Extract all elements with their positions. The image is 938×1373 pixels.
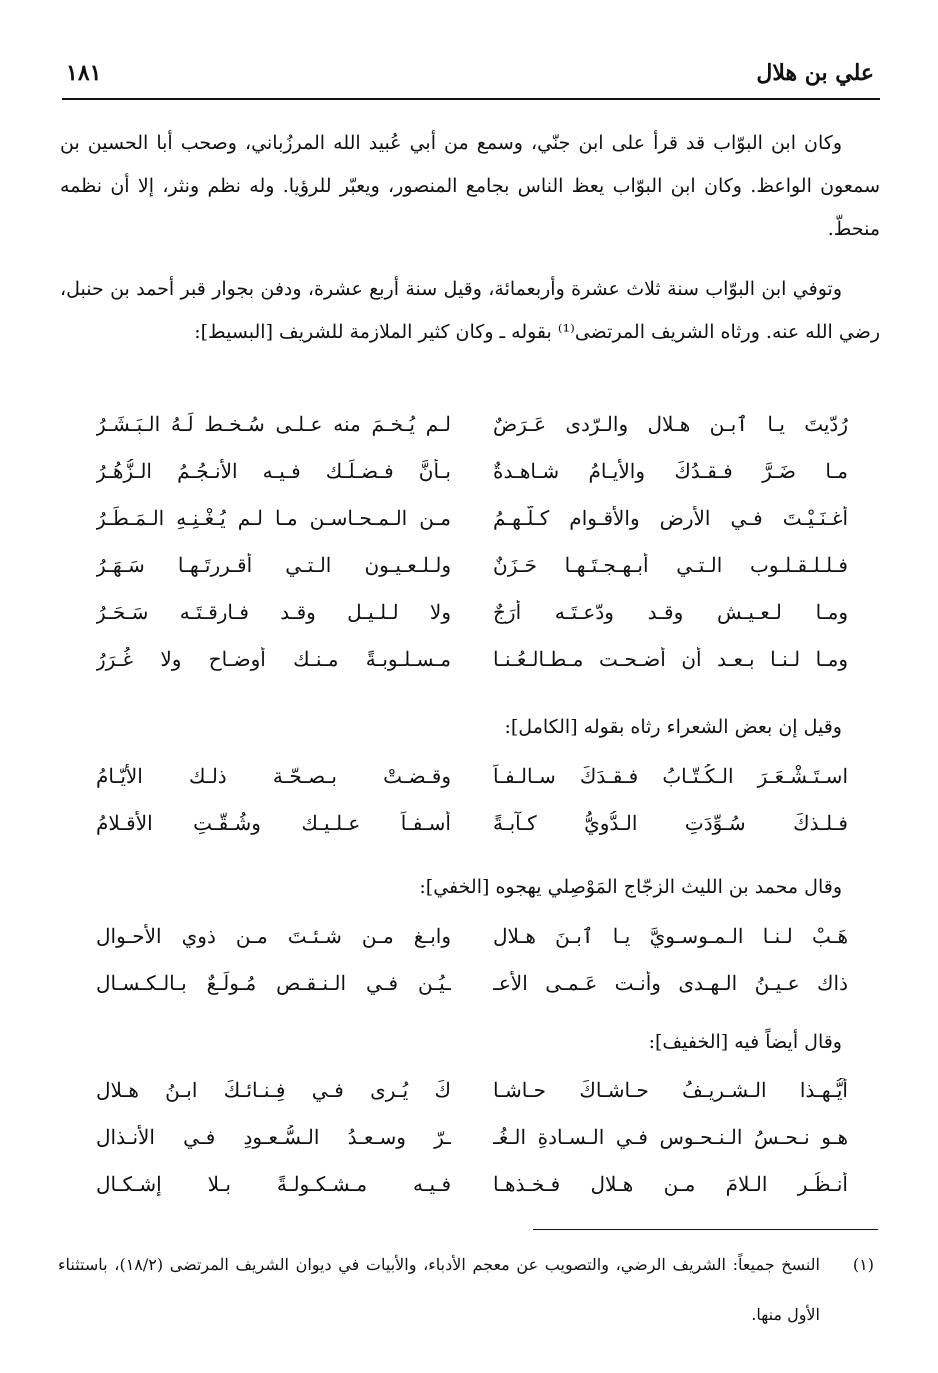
footnote-marker: (١) xyxy=(852,1255,874,1274)
paragraph-2-block xyxy=(60,268,880,354)
verse-second-hemistich: فـيـه مـشـكـولـةً بـلا إشـكـالِ xyxy=(96,1172,451,1196)
verse-first-hemistich: أيُّـهـذا الـشـريـفُ حـاشـاكَ حـاشـا xyxy=(493,1078,848,1102)
verse-first-hemistich: ذاك عـيـنُ الـهـدى وأنـت عَـمـى الأعـ xyxy=(493,971,848,995)
verse-line xyxy=(96,764,848,811)
verse-second-hemistich: بـأنَّ فـضـلَـك فـيـه الأنـجُـمُ الـزُّهُـرُ xyxy=(96,459,451,483)
verse-first-hemistich: أُنـظُـرِ الـلامَ مـن هـلالٍ فـخـذهـا xyxy=(493,1172,848,1196)
verse-first-hemistich: اسـتَـشْـعَـرَ الـكُـتّـابُ فـقـدَكَ سـالـفـاً xyxy=(493,764,848,788)
verse-first-hemistich: هَـبْ لـنـا الـمـوسـويَّ يـا ٱبـنَ هـلالٍ xyxy=(493,924,848,948)
verse-second-hemistich: لـم يُـخـمَ منه عـلـى سُـخـط لَـهُ الـبَـشَـرُ xyxy=(96,412,451,436)
paragraph: وتوفي ابن البوّاب سنة ثلاث عشرة وأربعمائة، وقيل سنة أربع عشرة، ودفن بجوار قبر أحمد بن حنبل، رضي الله عنه. ورثاه الشريف المرتضى⁽¹⁾ بقوله ـ وكان كثير الملازمة للشريف [البسيط]: xyxy=(60,278,880,343)
page-number: ١٨١ xyxy=(66,60,102,86)
verse-line xyxy=(96,459,848,506)
poem-intro-khafif: وقال أيضاً فيه [الخفيف]: xyxy=(648,1031,842,1053)
verse-second-hemistich: وقـضـتْ بـصـحّـة ذلـك الأيّـامُ xyxy=(96,764,451,788)
verse-second-hemistich: ولا لـلـيـلٍ وقـد فـارقـتَـه سَـحَـرُ xyxy=(96,600,451,624)
verse-second-hemistich: وابـغِ مـن شـئـتَ مـن ذوي الأحـوالِ xyxy=(96,924,451,948)
verse-line xyxy=(96,811,848,858)
poem-kamil xyxy=(96,764,848,858)
verse-second-hemistich: ـيُـنِ فـي الـنـقـص مُـولَـعٌ بـالـكـسـالِ xyxy=(96,971,451,995)
verse-first-hemistich: فـلـذكَ سُـوِّدَتِ الـدُّويُّ كـآبـةً xyxy=(493,811,848,835)
poem-intro-kamil: وقيل إن بعض الشعراء رثاه بقوله [الكامل]: xyxy=(504,716,842,738)
verse-first-hemistich: رُدّيتَ يـا ٱبـن هـلالٍ والـرّدى عَـرَضٌ xyxy=(493,412,848,436)
verse-line xyxy=(96,600,848,647)
poem-khafif xyxy=(96,1078,848,1219)
paragraph: وكان ابن البوّاب قد قرأ على ابن جنّي، وسمع من أبي عُبيد الله المرزُباني، وصحب أبا الحسين بن سمعون الواعظ. وكان ابن البوّاب يعظ الناس بجامع المنصور، ويعبّر للرؤيا. وله نظم ونثر، إلا أن نظمه منحطّ. xyxy=(60,132,880,240)
verse-first-hemistich: مـا ضَـرَّ فـقـدُكَ والأيـامُ شـاهـدةٌ xyxy=(493,459,848,483)
page-header xyxy=(62,58,880,100)
poem-hija xyxy=(96,924,848,1018)
verse-line xyxy=(96,412,848,459)
verse-second-hemistich: كَ يُـرى فـي فِـنـائـكَ ابـنُ هـلالِ xyxy=(96,1078,451,1102)
verse-second-hemistich: أسـفـاً عـلـيـك وشُـقّـتِ الأقـلامُ xyxy=(96,811,451,835)
verse-line xyxy=(96,924,848,971)
verse-first-hemistich: ومـا لـنـا بـعـد أن أضـحـت مـطـالـعُـنـا xyxy=(493,647,848,671)
verse-first-hemistich: فـلـلـقـلـوب الـتـي أبـهـجـتَـهـا حَـزَنٌ xyxy=(493,553,848,577)
paragraph-1-block xyxy=(60,122,880,251)
verse-second-hemistich: مـن الـمـحـاسـن مـا لـم يُـغْـنِـهِ الـمَـطَـرُ xyxy=(96,506,451,530)
verse-second-hemistich: مـسـلـوبـةً مـنـك أوضـاح ولا غُـرَرُ xyxy=(96,647,451,671)
footnote xyxy=(58,1240,878,1340)
footnote-text: النسخ جميعاً: الشريف الرضي، والتصويب عن معجم الأدباء، والأبيات في ديوان الشريف المرتضى (١٨/٢)، باستثناء الأول منها. xyxy=(58,1255,821,1324)
verse-first-hemistich: أغـنَـيْـتَ فـي الأرضِ والأقـوام كـلّـهـمُ xyxy=(493,506,848,530)
verse-line xyxy=(96,1172,848,1219)
poem-basit xyxy=(96,412,848,694)
verse-line xyxy=(96,553,848,600)
footnote-divider xyxy=(533,1229,878,1230)
verse-second-hemistich: ـرّ وسـعـدُ الـسُّـعـودِ فـي الأنـذالِ xyxy=(96,1125,451,1149)
verse-line xyxy=(96,971,848,1018)
verse-line xyxy=(96,1078,848,1125)
poem-intro-hija: وقال محمد بن الليث الزجّاج المَوْصِلي يهجوه [الخفي]: xyxy=(419,876,842,898)
verse-second-hemistich: ولـلـعـيـون الـتـي أقـررتَـهـا سَـهَـرُ xyxy=(96,553,451,577)
verse-first-hemistich: هـو نـحـسُ الـنـحـوس فـي الـسـادةِ الـغُـ xyxy=(493,1125,848,1149)
verse-line xyxy=(96,506,848,553)
verse-first-hemistich: ومـا لـعـيـشٍ وقـد ودّعـتَـه أرَجٌ xyxy=(493,600,848,624)
verse-line xyxy=(96,647,848,694)
verse-line xyxy=(96,1125,848,1172)
running-title: علي بن هلال xyxy=(756,60,874,86)
